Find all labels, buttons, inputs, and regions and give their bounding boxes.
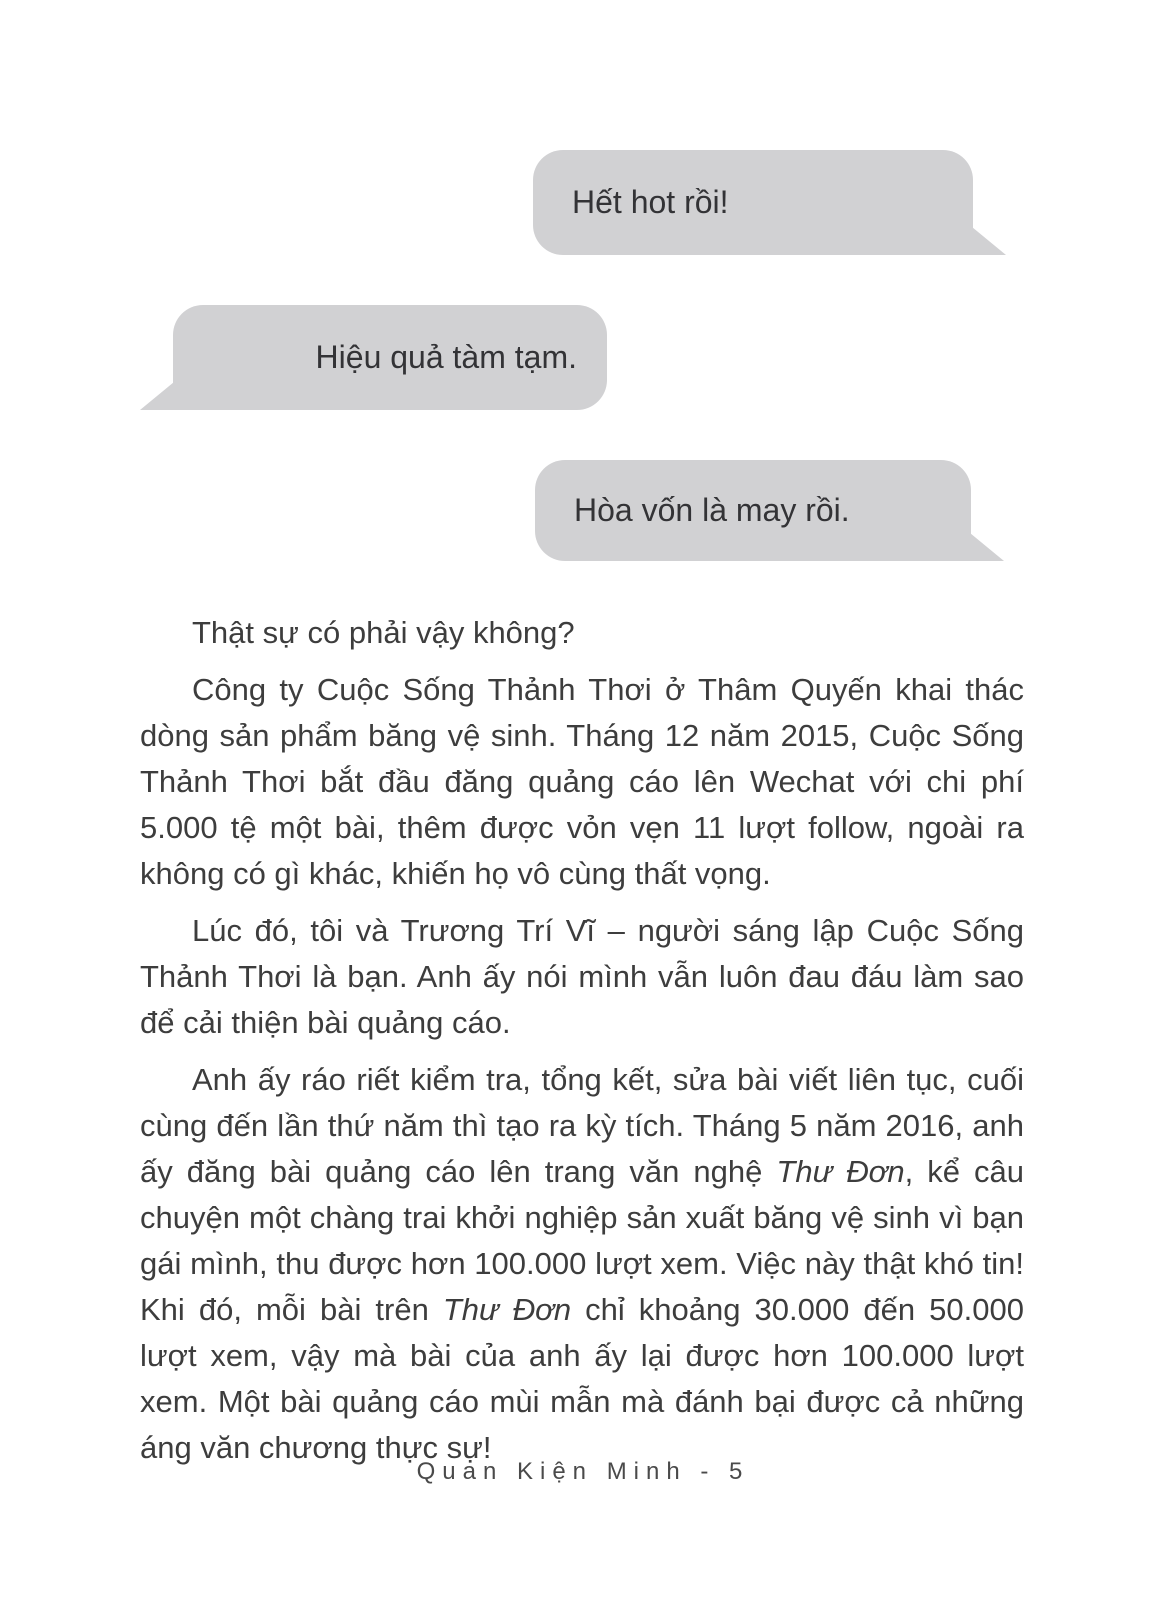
- page-body: [140, 610, 1024, 1482]
- chat-bubble-left-1: [173, 305, 607, 410]
- paragraph-text: , kể câu chuyện một chàng trai khởi nghiệp sản xuất băng vệ sinh vì bạn gái mình, thu được hơn 100.000 lượt xem. Việc này thật khó tin! Khi đó, mỗi bài trên: [140, 1154, 1024, 1327]
- paragraph-2: [140, 667, 1024, 897]
- paragraph-text: Anh ấy ráo riết kiểm tra, tổng kết, sửa bài viết liên tục, cuối cùng đến lần thứ năm thì tạo ra kỳ tích. Tháng 5 năm 2016, anh ấy đăng bài quảng cáo lên trang văn nghệ: [140, 1062, 1024, 1189]
- bubble-tail-icon: [970, 533, 1004, 561]
- bubble-text: Hết hot rồi!: [572, 184, 729, 220]
- paragraph-text: chỉ khoảng 30.000 đến 50.000 lượt xem, vậy mà bài của anh ấy lại được hơn 100.000 lượt xem. Một bài quảng cáo mùi mẫn mà đánh bại được cả những áng văn chương thực sự!: [140, 1292, 1024, 1465]
- paragraph-text: Lúc đó, tôi và Trương Trí Vĩ – người sáng lập Cuộc Sống Thảnh Thơi là bạn. Anh ấy nói mình vẫn luôn đau đáu làm sao để cải thiện bài quảng cáo.: [140, 913, 1024, 1040]
- paragraph-4: [140, 1057, 1024, 1471]
- chat-bubble-right-2: [535, 460, 971, 561]
- paragraph-1: [140, 610, 1024, 656]
- page-footer: Quan Kiện Minh - 5: [416, 1458, 750, 1485]
- italic-publication-title: Thư Đơn: [442, 1292, 572, 1327]
- bubble-tail-icon: [140, 382, 174, 410]
- paragraph-3: [140, 908, 1024, 1046]
- bubble-text: Hòa vốn là may rồi.: [574, 492, 850, 528]
- paragraph-text: Công ty Cuộc Sống Thảnh Thơi ở Thâm Quyến khai thác dòng sản phẩm băng vệ sinh. Tháng 12 năm 2015, Cuộc Sống Thảnh Thơi bắt đầu đăng quảng cáo lên Wechat với chi phí 5.000 tệ một bài, thêm được vỏn vẹn 11 lượt follow, ngoài ra không có gì khác, khiến họ vô cùng thất vọng.: [140, 672, 1024, 891]
- bubble-tail-icon: [972, 227, 1006, 255]
- paragraph-text: Thật sự có phải vậy không?: [192, 615, 575, 650]
- italic-publication-title: Thư Đơn: [776, 1154, 905, 1189]
- chat-bubble-right-1: [533, 150, 973, 255]
- bubble-text: Hiệu quả tàm tạm.: [315, 339, 577, 375]
